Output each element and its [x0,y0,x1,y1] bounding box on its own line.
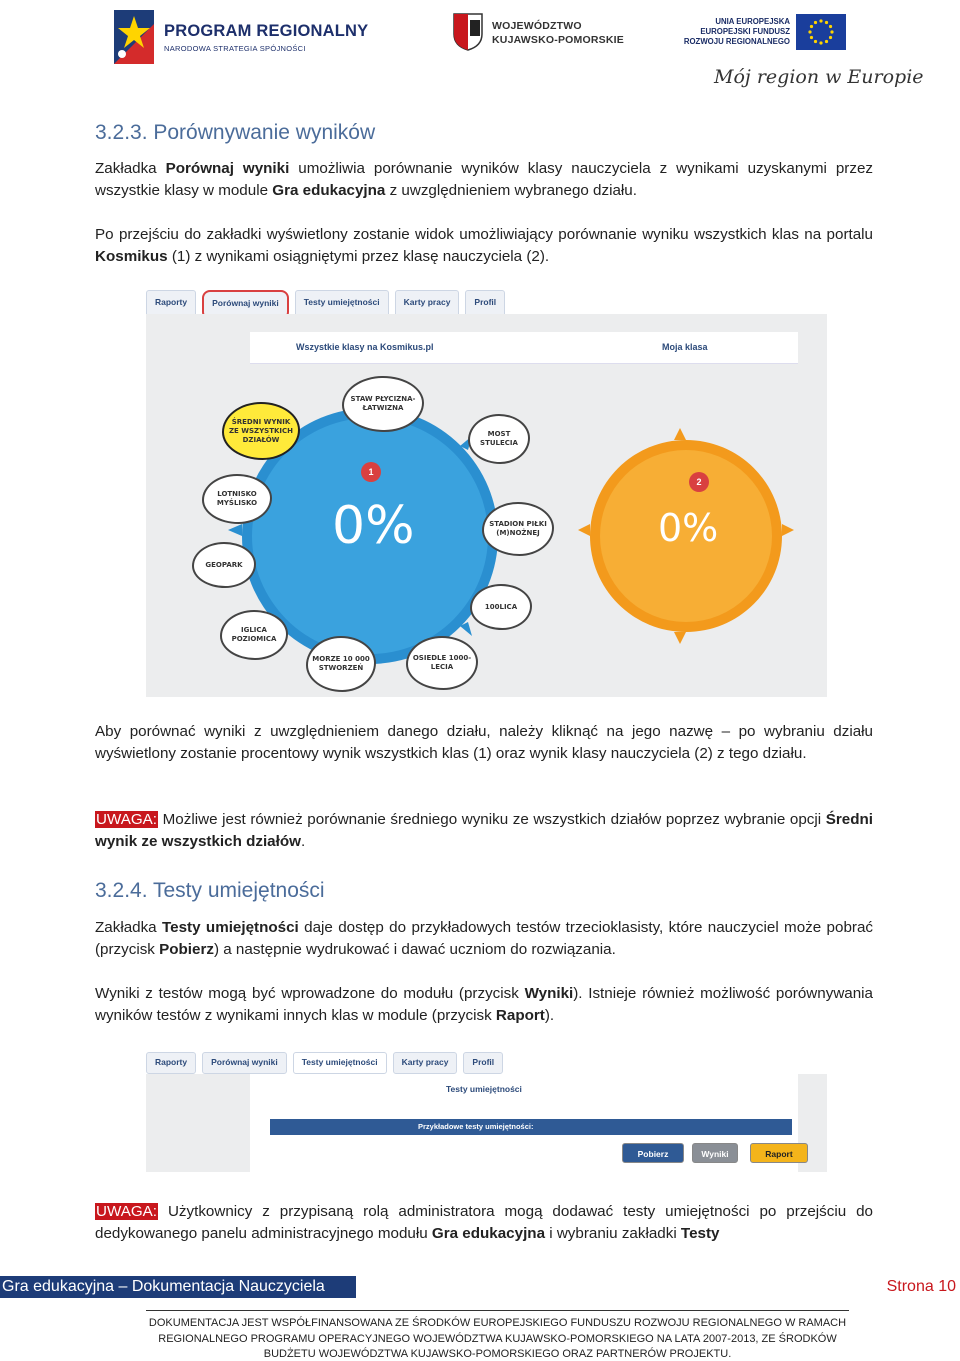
footer-funding-note: DOKUMENTACJA JEST WSPÓŁFINANSOWANA ZE ŚRODKÓW EUROPEJSKIEGO FUNDUSZU ROZWOJU REGIONALNEGO W RAMACH REGIONALNEGO PROGRAMU OPERACYJNEGO WOJEWÓDZTWA KUJAWSKO-POMORSKIEGO NA LATA 2007-2013, ZE ŚRODKÓW BUDŻETU WOJEWÓDZTWA KUJAWSKO-POMORSKIEGO ORAZ PARTNERÓW PROJEKTU. [148,1317,847,1360]
bubble-lotnisko[interactable]: LOTNISKO MYŚLISKO [202,474,272,524]
badge-my-class: 2 [689,472,709,492]
tests-link[interactable]: Testy umiejętności [446,1084,522,1094]
tests-list-header: Przykładowe testy umiejętności: [270,1119,792,1135]
wojewodztwo-crest-icon [452,12,484,52]
section-heading-324: 3.2.4. Testy umiejętności [95,879,325,902]
note-label: UWAGA: [96,811,158,828]
paragraph-tests-intro: Zakładka Testy umiejętności daje dostęp do przykładowych testów trzecioklasisty, które nauczyciel może pobrać (przycisk Pobierz) a następnie wydrukować i dawać uczniom do rozwiązania. [95,919,873,958]
screenshot-skill-tests [146,1052,827,1172]
note-admin: UWAGA: Użytkownicy z przypisaną rolą administratora mogą dodawać testy umiejętności po przejściu do dedykowanego panelu administracyjnego modułu Gra edukacyjna i wybraniu zakładki Testy [95,1203,873,1242]
tab-profil[interactable]: Profil [465,290,505,320]
compare-pane [146,314,827,697]
eu-star-icon [825,21,828,24]
tab-karty-pracy[interactable]: Karty pracy [395,290,460,320]
tab-raporty[interactable]: Raporty [146,290,196,320]
bubble-average-all[interactable]: ŚREDNI WYNIK ZE WSZYSTKICH DZIAŁÓW [222,402,300,460]
tab-porownaj-wyniki[interactable]: Porównaj wyniki [202,290,289,320]
tab-porownaj-wyniki[interactable]: Porównaj wyniki [202,1052,287,1074]
paragraph-compare-view: Po przejściu do zakładki wyświetlony zostanie widok umożliwiający porównanie wyniku wszystkich klas na portalu Kosmikus (1) z wynikami osiągniętymi przez klasę nauczyciela (2). [95,226,873,265]
eu-line1: UNIA EUROPEJSKA [715,17,790,26]
bubble-most[interactable]: MOST STULECIA [468,414,530,464]
tab-testy-umiejetnosci[interactable]: Testy umiejętności [295,290,389,320]
eu-star-icon [810,25,813,28]
eu-star-icon [808,30,811,33]
all-classes-link[interactable]: Wszystkie klasy na Kosmikus.pl [296,342,434,352]
eu-line2: EUROPEJSKI FUNDUSZ [700,27,790,36]
program-regionalny-title: PROGRAM REGIONALNY [164,22,369,40]
bubble-geopark[interactable]: GEOPARK [192,542,256,588]
bubble-stadion[interactable]: STADION PIŁKI (M)NOŻNEJ [482,502,554,556]
raport-button[interactable]: Raport [750,1143,808,1163]
eu-star-icon [814,21,817,24]
eu-flag-icon [796,14,846,50]
eu-star-icon [830,30,833,33]
note-label: UWAGA: [96,1203,158,1220]
eu-star-icon [829,25,832,28]
my-class-link[interactable]: Moja klasa [662,342,708,352]
eu-line3: ROZWOJU REGIONALNEGO [683,37,790,46]
tab-karty-pracy[interactable]: Karty pracy [393,1052,458,1074]
footer-divider [146,1310,849,1311]
percent-all-classes: 0% [332,496,415,556]
tab-raporty[interactable]: Raporty [146,1052,196,1074]
bubble-ulica[interactable]: 100LICA [470,584,532,630]
bubble-morze[interactable]: MORZE 10 000 STWORZEŃ [306,636,376,692]
percent-my-class: 0% [658,506,719,550]
screenshot-compare-results [146,290,827,697]
program-regionalny-subtitle: NARODOWA STRATEGIA SPÓJNOŚCI [164,44,306,53]
bubble-staw[interactable]: STAW PŁYCIZNA-ŁATWIZNA [342,376,424,432]
pobierz-button[interactable]: Pobierz [622,1143,684,1163]
tab-testy-umiejetnosci[interactable]: Testy umiejętności [293,1052,387,1074]
program-regionalny-logo [108,6,368,68]
tab-profil[interactable]: Profil [463,1052,503,1074]
eu-star-icon [810,36,813,39]
eu-star-icon [814,40,817,43]
eu-star-icon [819,19,822,22]
page-header [0,0,960,105]
wojewodztwo-line1: WOJEWÓDZTWO [492,20,582,32]
wojewodztwo-line2: KUJAWSKO-POMORSKIE [492,34,624,46]
eu-star-icon [825,40,828,43]
note-average: UWAGA: Możliwe jest również porównanie średniego wyniku ze wszystkich działów poprzez wybranie opcji Średni wynik ze wszystkich działów. [95,811,873,850]
bubble-osiedle[interactable]: OSIEDLE 1000-LECIA [406,636,478,690]
module-tabs-2 [146,1052,503,1074]
wyniki-button[interactable]: Wyniki [692,1143,738,1163]
eu-star-icon [829,36,832,39]
eu-star-icon [819,41,822,44]
eu-logo [683,14,924,94]
paragraph-compare-intro: Zakładka Porównaj wyniki umożliwia porównanie wyników klasy nauczyciela z wynikami uzyskanymi przez wszystkie klasy w module Gra edukacyjna z uwzględnieniem wybranego działu. [95,160,873,199]
bubble-iglica[interactable]: IGLICA POZIOMICA [220,610,288,660]
paragraph-compare-section: Aby porównać wyniki z uwzględnieniem danego działu, należy kliknąć na jego nazwę – po wybraniu działu wyświetlony zostanie procentowy wynik wszystkich klas (1) oraz wynik klasy nauczyciela (2) z tego działu. [95,723,873,762]
tests-pane [146,1074,827,1172]
footer-document-title: Gra edukacyjna – Dokumentacja Nauczyciela [0,1276,356,1298]
eu-slogan: Mój region w Europie [714,66,924,88]
paragraph-tests-results: Wyniki z testów mogą być wprowadzone do modułu (przycisk Wyniki). Istnieje również możliwość porównywania wyników testów z wynikami innych klas w module (przycisk Raport). [95,985,873,1024]
badge-all-classes: 1 [361,462,381,482]
wojewodztwo-logo [452,12,632,56]
program-regionalny-emblem-icon [108,6,160,68]
section-heading-323: 3.2.3. Porównywanie wyników [95,121,376,144]
footer-page-number: Strona 10 [886,1278,956,1295]
